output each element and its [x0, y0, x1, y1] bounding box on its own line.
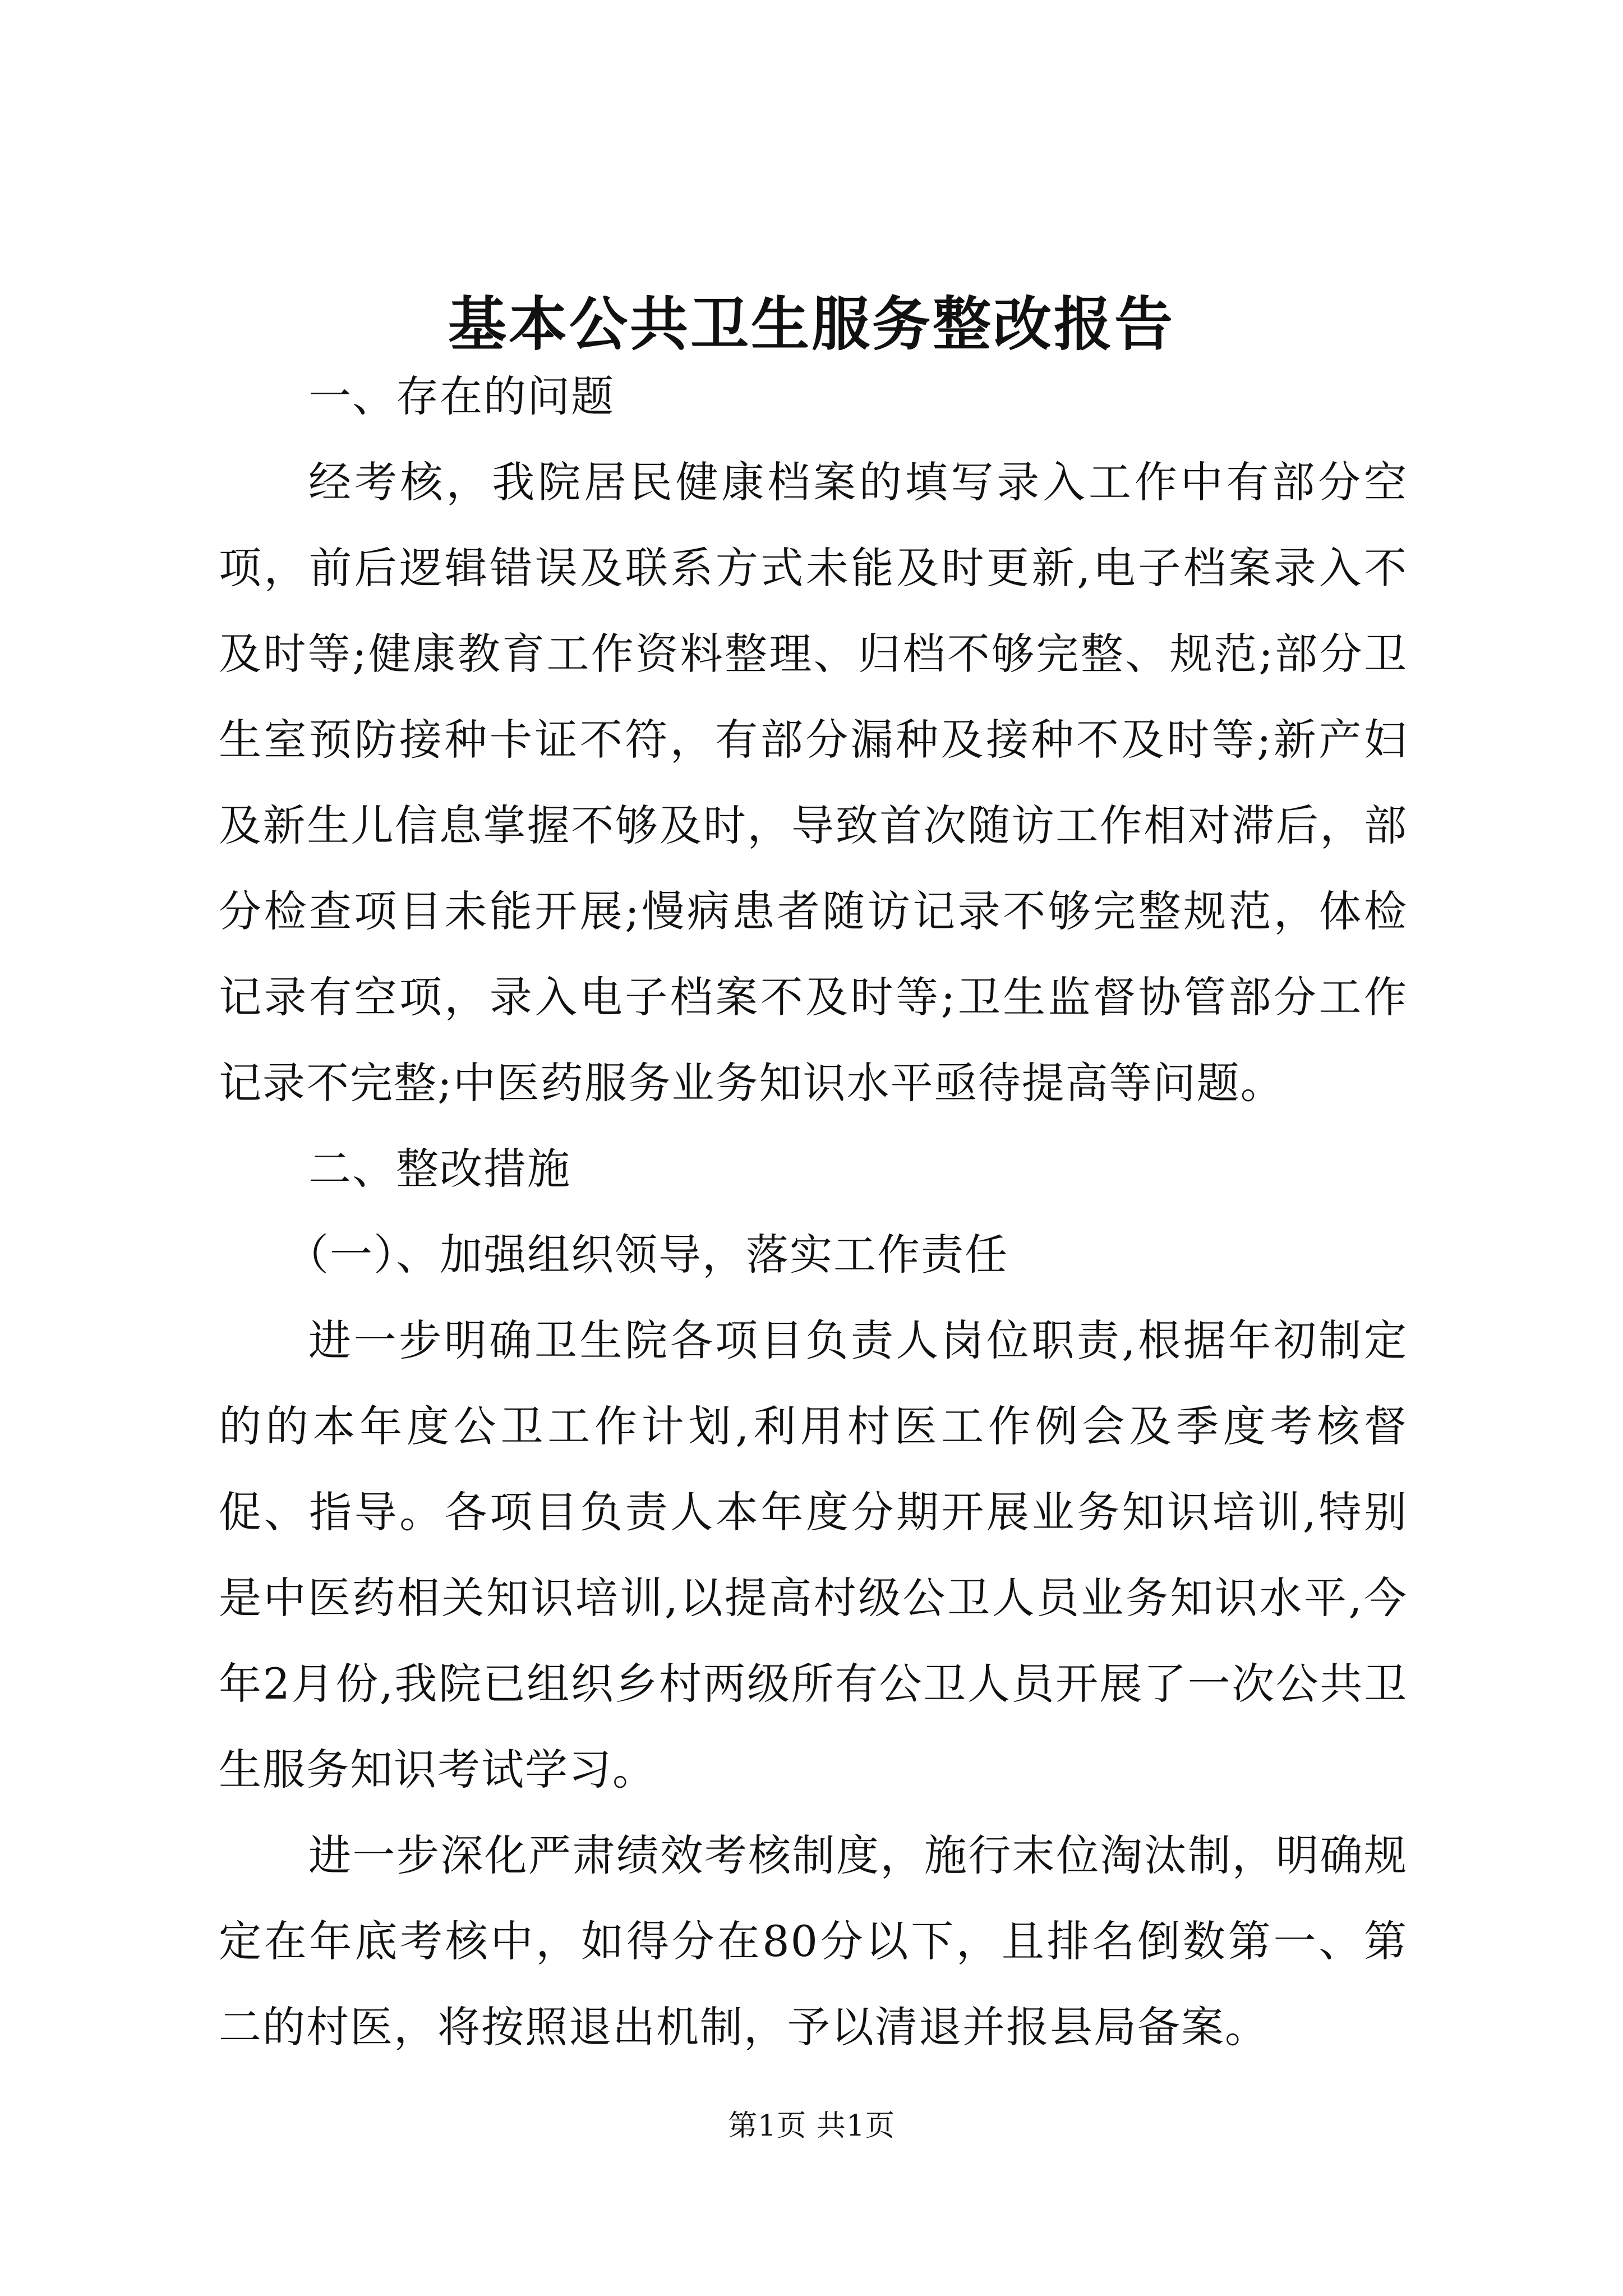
measures-paragraph-1: 进一步明确卫生院各项目负责人岗位职责,根据年初制定的的本年度公卫工作计划,利用村医工作例会及季度考核督促、指导。各项目负责人本年度分期开展业务知识培训,特别是中医药相关知识培训,以提高村级公卫人员业务知识水平,今年2月份,我院已组织乡村两级所有公卫人员开展了一次公共卫生服务知识考试学习。 [219, 1315, 1408, 1795]
document-body [219, 353, 1408, 2070]
section-heading-problems: 一、存在的问题 [308, 371, 615, 421]
section-heading-measures: 二、整改措施 [308, 1144, 571, 1194]
page-footer: 第1页 共1页 [728, 2109, 895, 2143]
document-title: 基本公共卫生服务整改报告 [448, 289, 1175, 358]
measures-paragraph-2: 进一步深化严肃绩效考核制度，施行末位淘汰制，明确规定在年底考核中，如得分在80分以下，且排名倒数第一、第二的村医，将按照退出机制，予以清退并报县局备案。 [219, 1830, 1408, 2052]
measures-subheading: （一）、加强组织领导，落实工作责任 [286, 1230, 1008, 1280]
problems-paragraph: 经考核，我院居民健康档案的填写录入工作中有部分空项，前后逻辑错误及联系方式未能及时更新,电子档案录入不及时等;健康教育工作资料整理、归档不够完整、规范;部分卫生室预防接种卡证不符，有部分漏种及接种不及时等;新产妇及新生儿信息掌握不够及时，导致首次随访工作相对滞后，部分检查项目未能开展;慢病患者随访记录不够完整规范，体检记录有空项，录入电子档案不及时等;卫生监督协管部分工作记录不完整;中医药服务业务知识水平亟待提高等问题。 [219, 457, 1408, 1108]
